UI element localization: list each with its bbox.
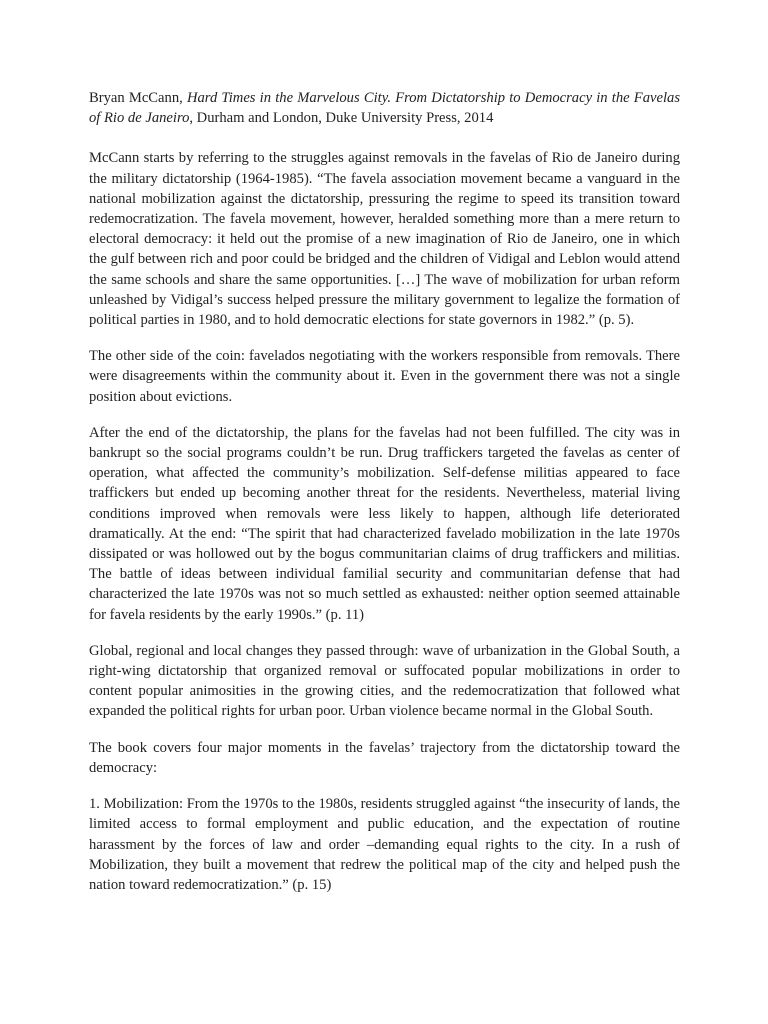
paragraph-four-moments: The book covers four major moments in the favelas’ trajectory from the dictatorship toward the democracy: xyxy=(89,739,680,776)
paragraph-other-side: The other side of the coin: favelados negotiating with the workers responsible from removals. There were disagreements within the community about it. Even in the government there was not a single position about evictions. xyxy=(89,348,680,405)
paragraph-global-changes: Global, regional and local changes they passed through: wave of urbanization in the Global South, a right-wing dictatorship that organized removal or suffocated popular mobilizations in order to content popular animosities in the growing cities, and the redemocratization that followed what expanded the political rights for urban poor. Urban violence became normal in the Global South. xyxy=(89,642,680,720)
citation-title: Hard Times in the Marvelous City. From Dictatorship to Democracy in the Favelas of Rio de Janeiro xyxy=(89,90,681,127)
citation-author: Bryan McCann, xyxy=(89,90,187,106)
document-page xyxy=(89,88,680,911)
paragraph-intro: McCann starts by referring to the struggles against removals in the favelas of Rio de Janeiro during the military dictatorship (1964-1985). “The favela association movement became a vanguard in the national mobilization against the dictatorship, pressuring the regime to speed its transition toward redemocratization. The favela movement, however, heralded something more than a mere return to electoral democracy: it held out the promise of a new imagination of Rio de Janeiro, one in which the gulf between rich and poor could be bridged and the children of Vidigal and Leblon would attend the same schools and share the same opportunities. […] The wave of mobilization for urban reform unleashed by Vidigal’s success helped pressure the military government to legalize the formation of political parties in 1980, and to hold democratic elections for state governors in 1982.” (p. 5). xyxy=(89,150,680,329)
citation-publisher: , Durham and London, Duke University Press, 2014 xyxy=(189,110,494,127)
book-citation xyxy=(89,88,680,128)
paragraph-after-dictatorship: After the end of the dictatorship, the plans for the favelas had not been fulfilled. The city was in bankrupt so the social programs couldn’t be run. Drug traffickers targeted the favelas as center of operation, what affected the community’s mobilization. Self-defense militias appeared to face traffickers but ended up becoming another threat for the residents. Nevertheless, material living conditions improved when removals were less likely to happen, although life deteriorated dramatically. At the end: “The spirit that had characterized favelado mobilization in the late 1970s dissipated or was hollowed out by the bogus communitarian claims of drug traffickers and militias. The battle of ideas between individual familial security and communitarian defense that had characterized the late 1970s was not so much settled as exhausted: neither option seemed attainable for favela residents by the early 1990s.” (p. 11) xyxy=(89,424,680,623)
paragraph-mobilization: 1. Mobilization: From the 1970s to the 1980s, residents struggled against “the insecurity of lands, the limited access to formal employment and public education, and the expectation of routine harassment by the forces of law and order –demanding equal rights to the city. In a rush of Mobilization, they built a movement that redrew the political map of the city and helped push the nation toward redemocratization.” (p. 15) xyxy=(89,796,680,893)
